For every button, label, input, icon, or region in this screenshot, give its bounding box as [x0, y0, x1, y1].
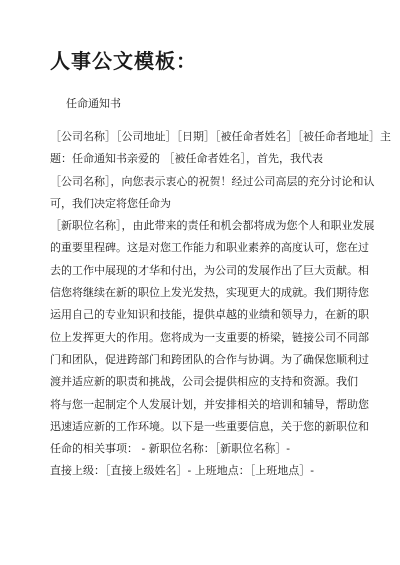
- body-line: 渡并适应新的职责和挑战，公司会提供相应的支持和资源。我们: [50, 375, 358, 389]
- body-line: 位上发挥更大的作用。您将成为一支重要的桥梁，链接公司不同部: [50, 330, 369, 344]
- body-line: 将与您一起制定个人发展计划，并安排相关的培训和辅导，帮助您: [50, 397, 369, 411]
- body-line: ［公司名称］［公司地址］［日期］［被任命者姓名］［被任命者地址］主: [50, 130, 391, 143]
- body-line: ［公司名称］，向您表示衷心的祝贺！经过公司高层的充分讨论和认: [50, 174, 375, 188]
- body-line: 任命的相关事项： - 新职位名称：［新职位名称］-: [50, 442, 290, 456]
- notice-subtitle: 任命通知书: [66, 97, 121, 110]
- body-line: 直接上级：［直接上级姓名］- 上班地点：［上班地点］-: [50, 464, 314, 478]
- document-title: 人事公文模板：: [50, 49, 197, 73]
- body-line: 门和团队，促进跨部门和跨团队的合作与协调。为了确保您顺利过: [50, 352, 369, 366]
- notice-body: [50, 126, 391, 483]
- body-line: 的重要里程碑。这是对您工作能力和职业素养的高度认可，您在过: [50, 241, 369, 255]
- body-line: 去的工作中展现的才华和付出，为公司的发展作出了巨大贡献。相: [50, 263, 369, 277]
- body-line: 运用自己的专业知识和技能，提供卓越的业绩和领导力，在新的职: [50, 308, 369, 322]
- body-line: 迅速适应新的工作环境。以下是一些重要信息，关于您的新职位和: [50, 419, 369, 433]
- body-line: 信您将继续在新的职位上发光发热，实现更大的成就。我们期待您: [50, 286, 369, 300]
- body-line: 可，我们决定将您任命为: [50, 196, 171, 210]
- body-line: ［新职位名称］，由此带来的责任和机会都将成为您个人和职业发展: [50, 219, 375, 233]
- body-line: 题：任命通知书亲爱的 ［被任命者姓名］，首先，我代表: [50, 152, 323, 166]
